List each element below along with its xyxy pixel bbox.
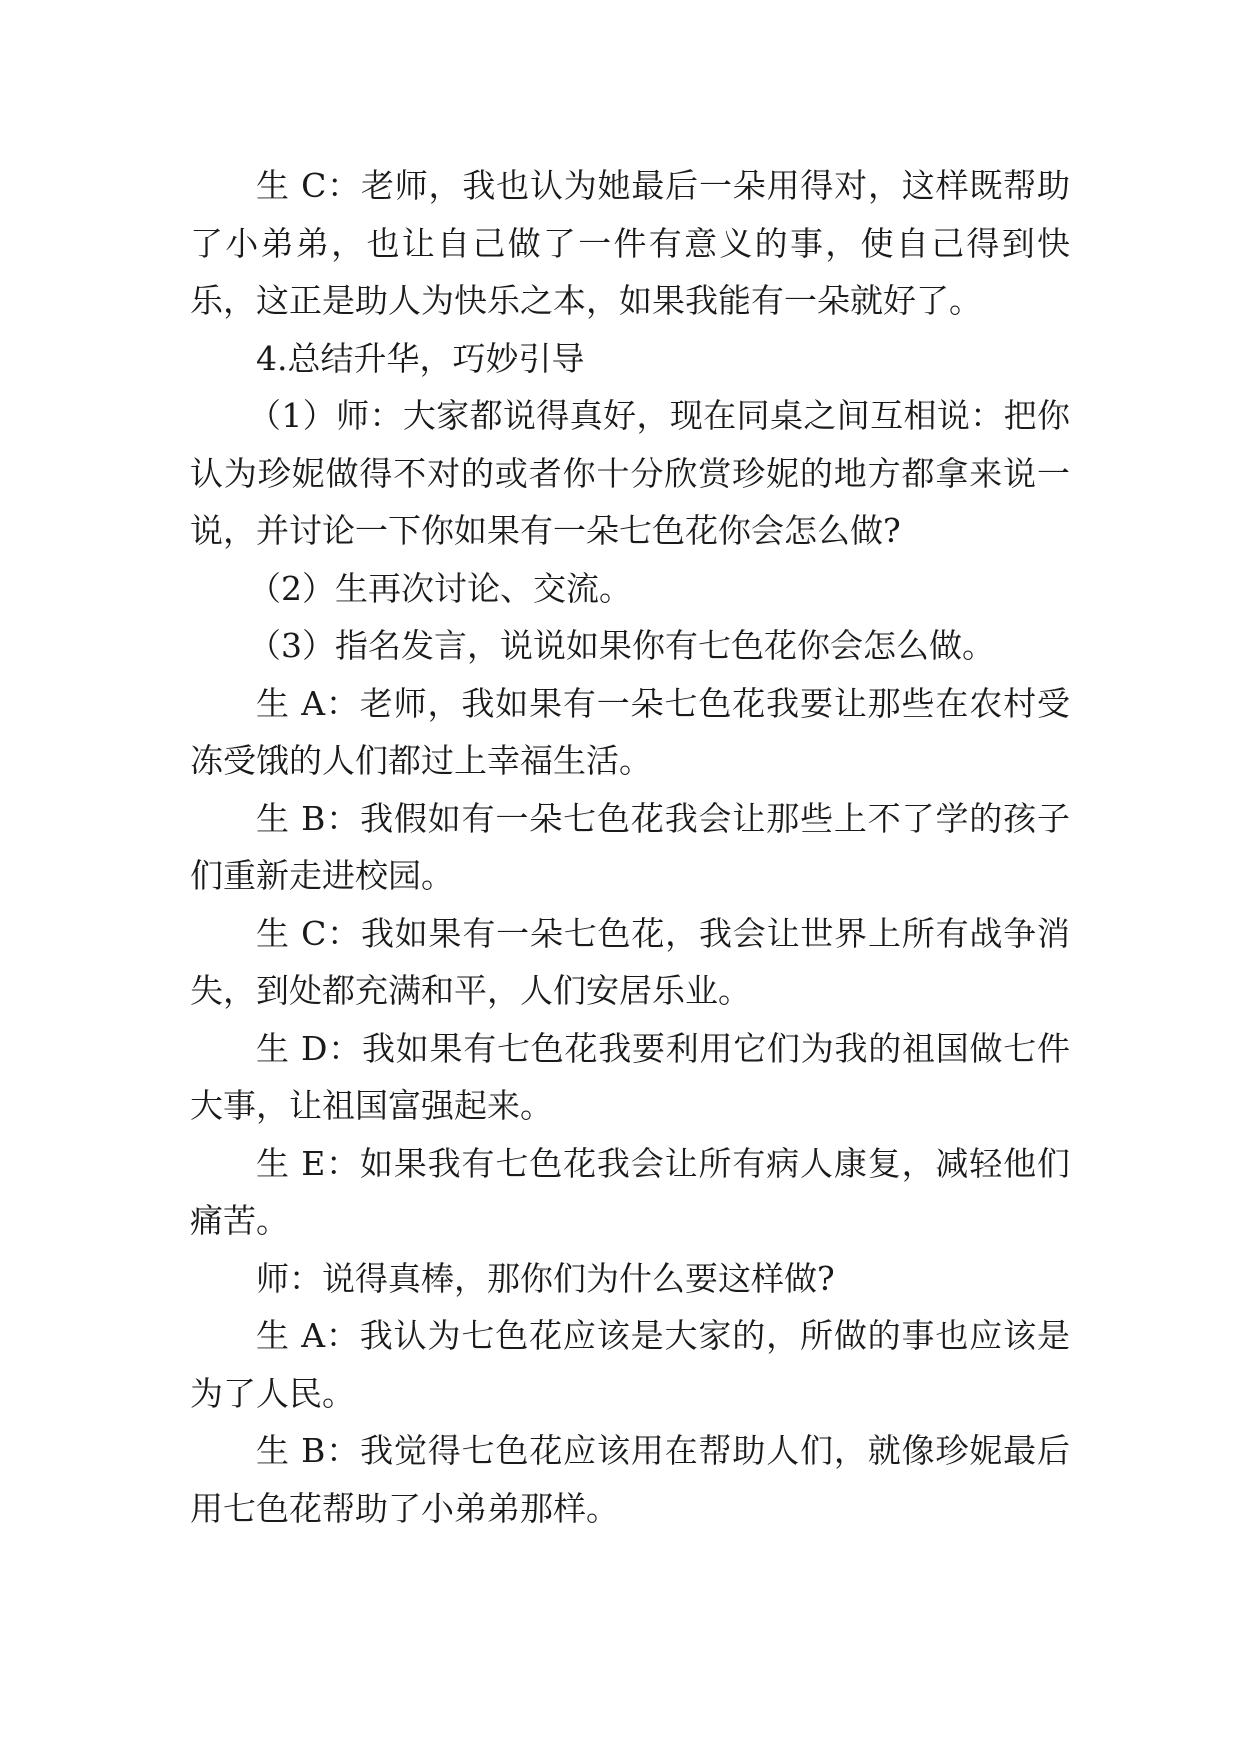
paragraph-teacher-question: 师：说得真棒，那你们为什么要这样做? bbox=[256, 1258, 835, 1298]
paragraph-student-e: 生 E：如果我有七色花我会让所有病人康复，减轻他们痛苦。 bbox=[190, 1143, 1070, 1240]
paragraph-step-2: （2）生再次讨论、交流。 bbox=[248, 568, 632, 608]
paragraph-student-d: 生 D：我如果有七色花我要利用它们为我的祖国做七件大事，让祖国富强起来。 bbox=[190, 1028, 1070, 1125]
document-page bbox=[190, 157, 1070, 1537]
paragraph-student-b-reason: 生 B：我觉得七色花应该用在帮助人们，就像珍妮最后用七色花帮助了小弟弟那样。 bbox=[190, 1431, 1070, 1528]
paragraph-student-c: 生 C：我如果有一朵七色花，我会让世界上所有战争消失，到处都充满和平，人们安居乐业。 bbox=[190, 913, 1070, 1010]
paragraph-student-a: 生 A：老师，我如果有一朵七色花我要让那些在农村受冻受饿的人们都过上幸福生活。 bbox=[190, 683, 1070, 780]
paragraph-student-a-reason: 生 A：我认为七色花应该是大家的，所做的事也应该是为了人民。 bbox=[190, 1316, 1070, 1413]
paragraph-student-c-reply: 生 C：老师，我也认为她最后一朵用得对，这样既帮助了小弟弟，也让自己做了一件有意义的事，使自己得到快乐，这正是助人为快乐之本，如果我能有一朵就好了。 bbox=[190, 166, 1070, 320]
paragraph-step-1: （1）师：大家都说得真好，现在同桌之间互相说：把你认为珍妮做得不对的或者你十分欣赏珍妮的地方都拿来说一说，并讨论一下你如果有一朵七色花你会怎么做? bbox=[190, 396, 1070, 550]
section-heading: 4.总结升华，巧妙引导 bbox=[256, 338, 585, 378]
paragraph-student-b: 生 B：我假如有一朵七色花我会让那些上不了学的孩子们重新走进校园。 bbox=[190, 798, 1070, 895]
paragraph-step-3: （3）指名发言，说说如果你有七色花你会怎么做。 bbox=[248, 626, 995, 665]
